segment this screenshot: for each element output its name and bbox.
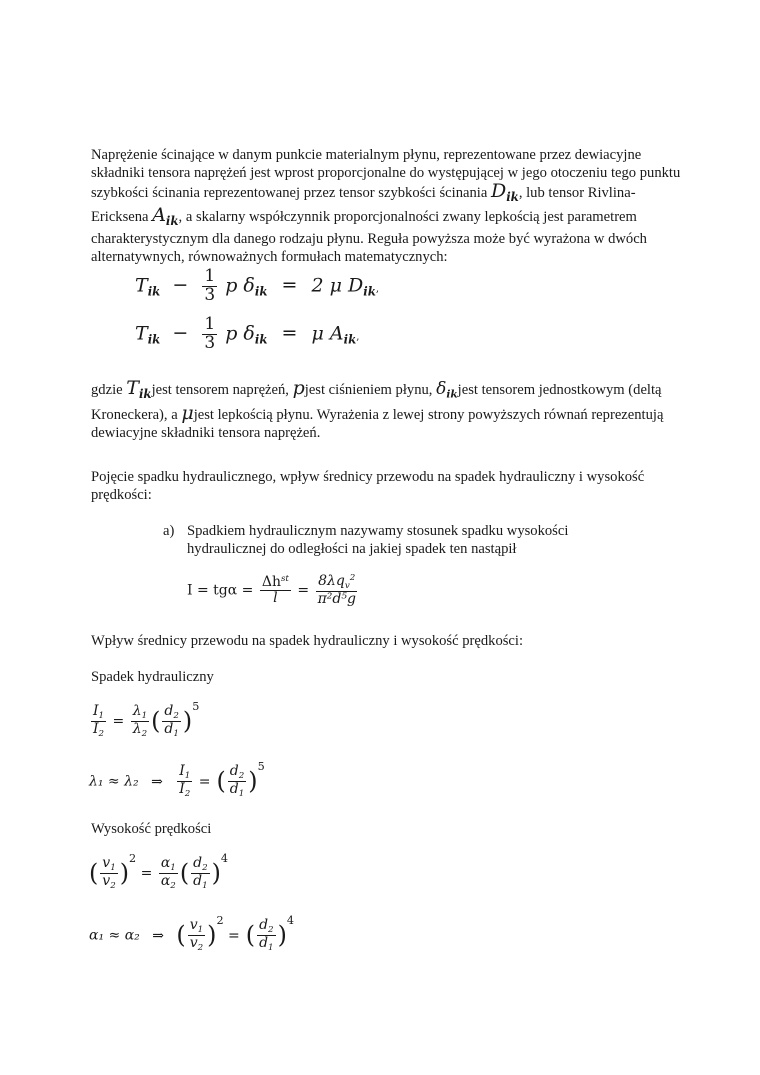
list-marker: a) — [163, 523, 175, 539]
formula-spadek-2: λ₁ ≈ λ₂ ⇒ $\frac{I_1}{I_2}$ = ( $\frac{d_2}{d_1}$ )$^5$ — [89, 760, 265, 800]
paragraph-text: Naprężenie ścinające w danym punkcie materialnym płynu, reprezentowane przez dewiacyjne składniki tensora naprężeń jest wprost proporcjonalne do występującej w jego otoczeniu tego punktu szybkości ścinania reprezentowanej przez tensor szybkości ścinania — [91, 147, 681, 201]
paragraph-diameter-influence: Wpływ średnicy przewodu na spadek hydrauliczny i wysokość prędkości: — [91, 633, 524, 649]
paragraph-shear-stress — [91, 146, 681, 266]
paragraph-hydraulic-intro: Pojęcie spadku hydraulicznego, wpływ średnicy przewodu na spadek hydrauliczny i wysokość prędkości: — [91, 469, 645, 503]
symbol-mu: μ — [181, 401, 194, 424]
heading-wysokosc-predkosci: Wysokość prędkości — [91, 821, 212, 837]
symbol-T: $T_{ik}$ — [126, 377, 152, 402]
heading-spadek-hydrauliczny: Spadek hydrauliczny — [91, 669, 214, 685]
paragraph-symbols-explanation: gdzie $T_{ik}jest$ tensorem naprężeń, pjest ciśnieniem płynu, $\delta_{ik}jest$ tensorem jednostkowym (deltą Kroneckera), a μjest lepkością płynu. Wyrażenia z lewej strony powyższych równań reprezentują dewiacyjne składniki tensora naprężeń. — [91, 377, 664, 441]
list-item-text: Spadkiem hydraulicznym nazywamy stosunek spadku wysokości hydraulicznej do odległości na jakiej spadek ten nastąpił — [187, 523, 569, 557]
formula-hydraulic-gradient: I = tgα = $\frac{\Delta h^{st}}{l}$ = $\frac{8\lambda q_v^2}{\text{π²d⁵g}}$ — [187, 573, 356, 608]
formula-stress-line1: $T_{ik}$ − $\frac{1}{3}$ p $\delta_{ik} = 2$ μ $D_{ik}$, — [135, 266, 380, 305]
symbol-p: p — [292, 377, 305, 399]
formula-wysokosc-1: ( $\frac{v_1}{v_2}$ )$^2$ = $\frac{\alpha_1}{\alpha_2}$ ( $\frac{d_2}{d_1}$ )$^4$ — [89, 852, 229, 892]
paragraph-text: , lub tensor Rivlina-Ericksena — [91, 185, 636, 226]
formula-spadek-1: $\frac{I_1}{I_2}$ = $\frac{\lambda_1}{\lambda_2}$ ( $\frac{d_2}{d_1}$ )$^5$ — [93, 700, 200, 740]
formula-wysokosc-2: α₁ ≈ α₂ ⇒ ( $\frac{v_1}{v_2}$ )$^2$ = ( $\frac{d_2}{d_1}$ )$^4$ — [89, 914, 294, 954]
symbol-D: $D_{ik}$ — [490, 180, 519, 205]
formula-stress-line2: $T_{ik}$ − $\frac{1}{3}$ p $\delta_{ik} = \mu$ $A_{ik}$, — [135, 314, 360, 353]
paragraph-text: , a skalarny współczynnik proporcjonalności zwany lepkością jest parametrem charakterystycznym dla danego rodzaju płynu. Reguła powyższa może być wyrażona w dwóch alternatywnych, równoważnych formułach matematycznych: — [91, 209, 647, 266]
symbol-A: $A_{ik}$ — [152, 204, 179, 229]
symbol-delta: $\delta_{ik}$ — [436, 379, 458, 401]
